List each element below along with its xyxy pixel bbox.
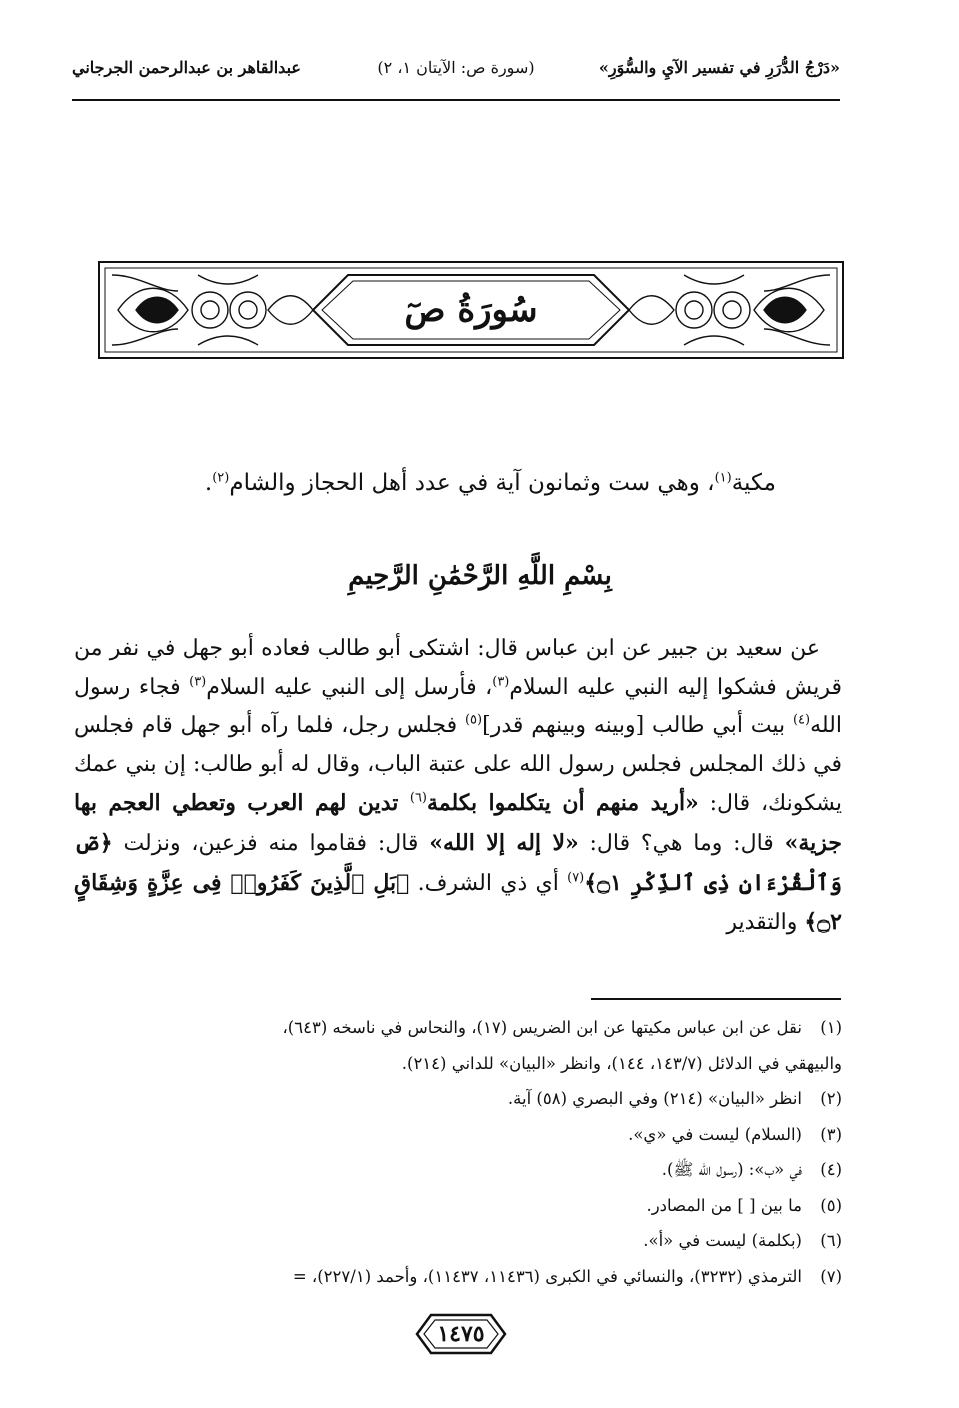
page-number: ١٤٧٥: [437, 1321, 485, 1347]
footnote-separator: [591, 998, 841, 1000]
hadith-quote: تدين لهم العرب وتعطي العجم بها جزية»: [74, 790, 842, 856]
running-header: [72, 58, 840, 98]
text-run: أي ذي الشرف.: [409, 870, 568, 896]
footnote-number: (١): [820, 1018, 842, 1037]
intro-text-b: ، وهي ست وثمانون آية في عدد أهل الحجاز والشام: [229, 470, 715, 496]
footnote-ref[interactable]: (٧): [567, 870, 585, 886]
intro-text-c: .: [204, 470, 213, 496]
page-number-badge: [413, 1311, 509, 1357]
surah-introduction: [100, 460, 776, 506]
footnote-item: [80, 1152, 842, 1188]
footnote-continuation: والبيهقي في الدلائل (١٤٣/٧، ١٤٤)، وانظر «البيان» للداني (٢١٤).: [401, 1053, 842, 1073]
hadith-quote: «لا إله إلا الله»: [429, 829, 579, 856]
footnote-item: [80, 1081, 842, 1117]
intro-text-a: مكية: [731, 470, 776, 496]
footnote-item: [80, 1188, 842, 1224]
hadith-quote: «أريد منهم أن يتكلموا بكلمة: [427, 790, 699, 817]
footnote-ref[interactable]: (٢): [212, 470, 230, 486]
main-paragraph: [74, 630, 842, 943]
main-text: [74, 630, 842, 943]
footnote-text: انظر «البيان» (٢١٤) وفي البصري (٥٨) آية.: [507, 1089, 802, 1108]
text-run: عن سعيد بن جبير عن ابن عباس قال: اشتكى أبو طالب فعاده أبو جهل في نفر من قريش فشكوا إليه النبي عليه السلام: [74, 636, 842, 700]
footnote-item: [80, 1223, 842, 1259]
footnote-text: الترمذي (٣٢٣٢)، والنسائي في الكبرى (١١٤٣٦، ١١٤٣٧)، وأحمد (٢٢٧/١)، =: [292, 1266, 802, 1286]
header-rule: [72, 99, 840, 101]
footnote-text: ما بين [ ] من المصادر.: [646, 1195, 802, 1215]
footnote-text: في «ب»: (رسول الله ﷺ).: [661, 1160, 802, 1179]
section-reference: (سورة ص: الآيتان ١، ٢): [377, 58, 535, 77]
footnote-number: (٢): [820, 1089, 842, 1108]
quran-verse: ﴿بَلِ ٱلَّذِينَ كَفَرُوا۟ فِى عِزَّةٍ وَشِقَاقٍ ۝٢﴾: [74, 869, 842, 936]
footnote-item: [80, 1010, 842, 1046]
basmala: بِسْمِ اللَّهِ الرَّحْمَٰنِ الرَّحِيمِ: [348, 561, 612, 591]
footnote-ref[interactable]: (١): [714, 470, 732, 486]
text-run: ، فأرسل إلى النبي عليه السلام: [206, 674, 493, 700]
footnote-text: نقل عن ابن عباس مكيتها عن ابن الضريس (١٧)، والنحاس في ناسخه (٦٤٣)،: [282, 1018, 802, 1037]
book-title: «دَرْجُ الدُّرَرِ في تفسير الآيِ والسُّوَرِ»: [598, 58, 840, 77]
footnote-ref[interactable]: (٥): [464, 712, 483, 728]
footnote-ref[interactable]: (٣): [189, 674, 207, 690]
text-run: بيت أبي طالب [وبينه وبينهم قدر]: [482, 713, 793, 739]
footnote-number: (٧): [820, 1266, 842, 1286]
footnote-ref[interactable]: (٦): [409, 791, 427, 807]
text-run: قال: وما هي؟ قال:: [578, 830, 785, 856]
footnotes: [80, 1010, 842, 1294]
quran-verse: ﴿صٓ وَٱلْقُرْءَانِ ذِى ٱلذِّكْرِ ۝١﴾: [74, 829, 843, 896]
footnote-ref[interactable]: (٤): [792, 712, 811, 728]
surah-title-banner: [98, 261, 844, 359]
footnote-text: (السلام) ليست في «ي».: [628, 1124, 802, 1144]
author-name: عبدالقاهر بن عبدالرحمن الجرجاني: [72, 58, 301, 77]
footnote-number: (٣): [820, 1124, 842, 1144]
text-run: والتقدير: [726, 910, 805, 936]
footnote-number: (٥): [820, 1195, 842, 1215]
footnote-item: [80, 1117, 842, 1153]
footnote-text: (بكلمة) ليست في «أ».: [643, 1231, 802, 1250]
footnote-item: [80, 1259, 842, 1295]
text-run: فجاء رسول الله: [74, 674, 842, 739]
text-run: قال: فقاموا منه فزعين، ونزلت: [112, 830, 430, 856]
footnote-ref[interactable]: (٣): [492, 674, 510, 690]
surah-title: سُورَةُ صٓ: [404, 290, 538, 330]
footnote-number: (٦): [820, 1231, 842, 1250]
text-run: فجلس رجل، فلما رآه أبو جهل قام فجلس في ذلك المجلس فجلس رسول الله على عتبة الباب، وقال له أبو طالب: إن بني عمك يشكونك، قال:: [74, 713, 842, 817]
footnote-number: (٤): [820, 1160, 842, 1179]
